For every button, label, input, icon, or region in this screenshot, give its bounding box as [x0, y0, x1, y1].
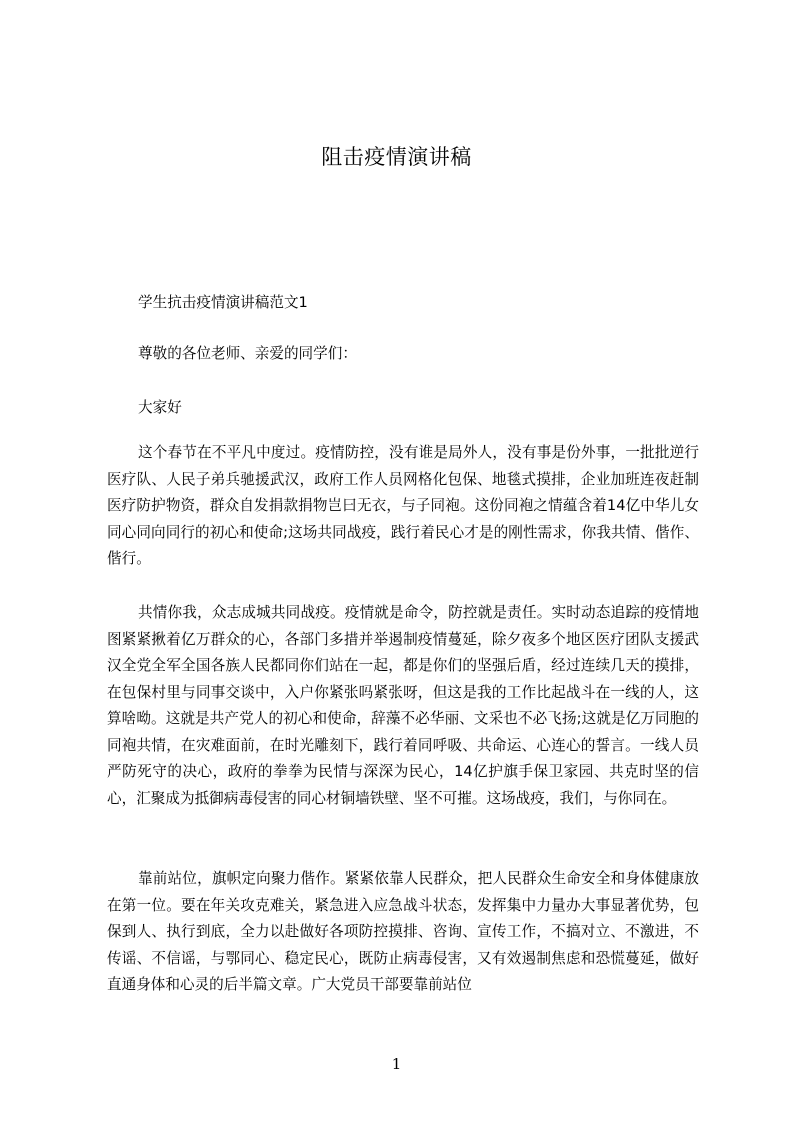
document-title: 阻击疫情演讲稿 — [321, 145, 472, 169]
subtitle: 学生抗击疫情演讲稿范文1 — [138, 294, 308, 311]
greeting: 尊敬的各位老师、亲爱的同学们： — [138, 345, 357, 362]
paragraph-2: 共情你我，众志成城共同战疫。疫情就是命令，防控就是责任。实时动态追踪的疫情地图紧紧揪着亿万群众的心，各部门多措并举遏制疫情蔓延，除夕夜多个地区医疗团队支援武汉全党全军全国各族人民都同你们站在一起，都是你们的坚强后盾，经过连续几天的摸排，在包保村里与同事交谈中，入户你紧张吗紧张呀，但这是我的工作比起战斗在一线的人，这算啥呦。这就是共产党人的初心和使命，辞藻不必华丽、文采也不必飞扬;这就是亿万同胞的同袍共情，在灾难面前，在时光雕刻下，践行着同呼吸、共命运、心连心的誓言。一线人员严防死守的决心，政府的拳拳为民情与深深为民心，14亿护旗手保卫家园、共克时坚的信心，汇聚成为抵御病毒侵害的同心材铜墙铁壁、坚不可摧。这场战疫，我们，与你同在。 — [107, 604, 699, 807]
paragraph-1: 这个春节在不平凡中度过。疫情防控，没有谁是局外人，没有事是份外事，一批批逆行医疗队、人民子弟兵驰援武汉，政府工作人员网格化包保、地毯式摸排，企业加班连夜赶制医疗防护物资，群众自发捐款捐物岂曰无衣，与子同袍。这份同袍之情蕴含着14亿中华儿女同心同向同行的初心和使命;这场共同战疫，践行着民心才是的刚性需求，你我共情、偕作、偕行。 — [107, 444, 699, 567]
page-number: 1 — [391, 1055, 402, 1073]
paragraph-3: 靠前站位，旗帜定向聚力偕作。紧紧依靠人民群众，把人民群众生命安全和身体健康放在第一位。要在年关攻克难关，紧急进入应急战斗状态，发挥集中力量办大事显著优势，包保到人、执行到底，全力以赴做好各项防控摸排、咨询、宣传工作，不搞对立、不激进，不传谣、不信谣，与鄂同心、稳定民心，既防止病毒侵害，又有效遏制焦虑和恐慌蔓延，做好直通身体和心灵的后半篇文章。广大党员干部要靠前站位 — [107, 870, 699, 993]
salutation: 大家好 — [138, 399, 182, 416]
